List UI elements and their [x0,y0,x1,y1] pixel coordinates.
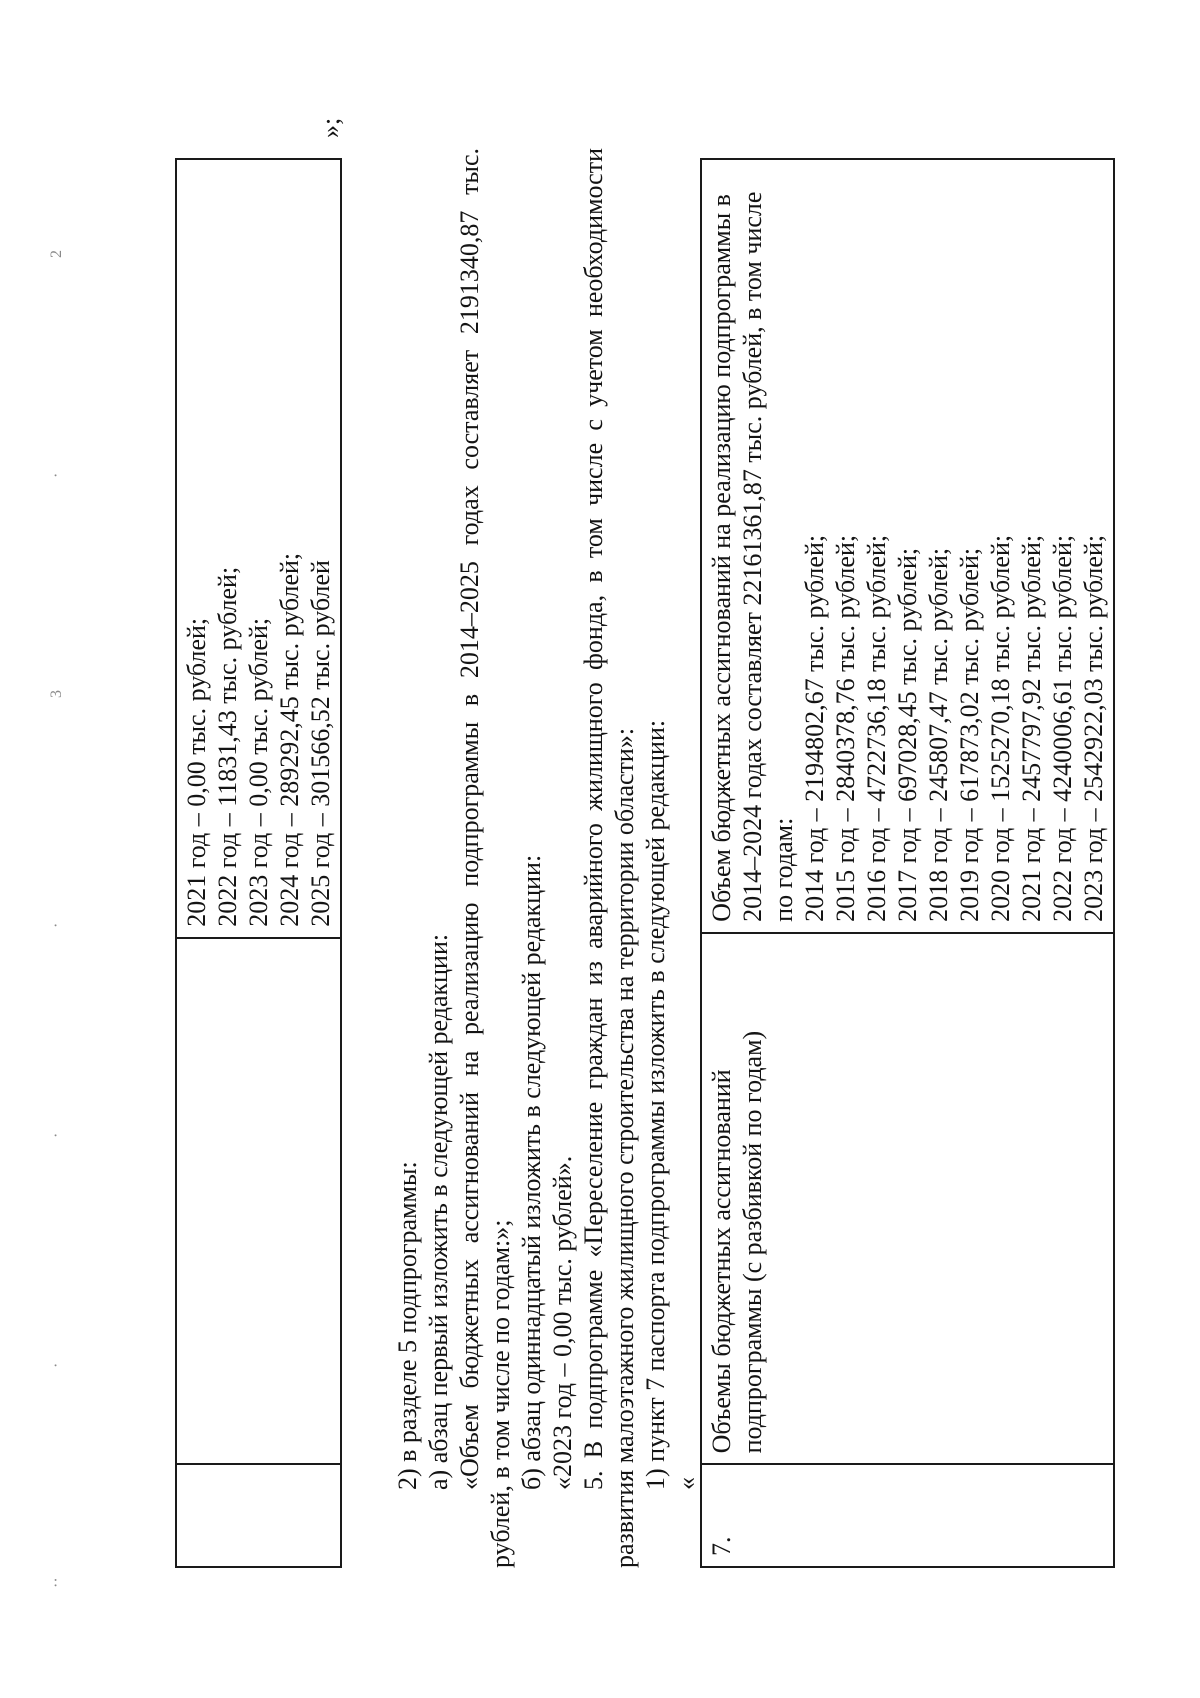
scan-margin-marks [48,0,68,1698]
paragraph: рублей, в том числе по годам:»; [486,1219,515,1568]
year-line: 2018 год – 245807,47 тыс. рублей; [924,547,953,922]
paragraph: б) абзац одиннадцатый изложить в следующей редакции: [517,854,546,1490]
row-value [701,159,1114,933]
margin-mark: · [48,472,65,478]
year-line: 2023 год – 2542922,03 тыс. рублей; [1079,534,1108,922]
margin-mark: · [48,1132,65,1138]
year-line: 2022 год – 11831,43 тыс. рублей; [213,566,242,927]
paragraph: 5. В подпрограмме «Переселение граждан из аварийного жилищного фонда, в том числе с учетом необходимости [579,148,608,1490]
row-label: Объемы бюджетных ассигнований подпрограммы (с разбивкой по годам) [701,933,1114,1465]
row-number: 7. [701,1464,1114,1567]
table-cell-years [176,159,341,938]
margin-mark: · [48,1362,65,1368]
year-line: 2020 год – 1525270,18 тыс. рублей; [986,534,1015,922]
paragraph: «2023 год – 0,00 тыс. рублей». [548,1155,577,1490]
year-line: 2021 год – 0,00 тыс. рублей; [182,617,211,927]
margin-mark: ·· [48,1577,65,1588]
page-number: 3 [48,690,65,698]
paragraph: «Объем бюджетных ассигнований на реализацию подпрограммы в 2014–2025 годах составляет 2191340,87 тыс. [455,148,484,1490]
passport-table [700,158,1115,1568]
year-line: 2016 год – 4722736,18 тыс. рублей; [862,534,891,922]
paragraph: 2) в разделе 5 подпрограммы: [393,1161,422,1490]
paragraph: развития малоэтажного жилищного строительства на территории области»: [610,727,639,1568]
year-line: 2025 год – 301566,52 тыс. рублей [306,560,335,927]
year-line: 2022 год – 4240006,61 тыс. рублей; [1048,534,1077,922]
funding-intro: Объем бюджетных ассигнований на реализацию подпрограммы в 2014–2024 годах составляет 22161361,87 тыс. рублей, в том числе по годам: [707,191,798,922]
margin-mark: 2 [48,250,65,258]
year-line: 2023 год – 0,00 тыс. рублей; [244,617,273,927]
paragraph: а) абзац первый изложить в следующей редакции: [424,933,453,1490]
year-line: 2021 год – 2457797,92 тыс. рублей; [1017,534,1046,922]
year-line: 2014 год – 2194802,67 тыс. рублей; [800,534,829,922]
table-cell-empty [176,938,341,1465]
margin-mark: · [48,922,65,928]
year-line: 2019 год – 617873,02 тыс. рублей; [955,547,984,922]
opening-quote: « [672,1477,701,1490]
funding-table-continuation [175,158,342,1568]
table-cell-empty [176,1464,341,1567]
closing-quote: »; [316,117,345,138]
year-line: 2017 год – 697028,45 тыс. рублей; [893,547,922,922]
year-line: 2015 год – 2840378,76 тыс. рублей; [831,534,860,922]
paragraph: 1) пункт 7 паспорта подпрограммы изложить в следующей редакции: [641,719,670,1490]
year-line: 2024 год – 289292,45 тыс. рублей; [275,552,304,927]
amendment-text [392,148,702,1568]
